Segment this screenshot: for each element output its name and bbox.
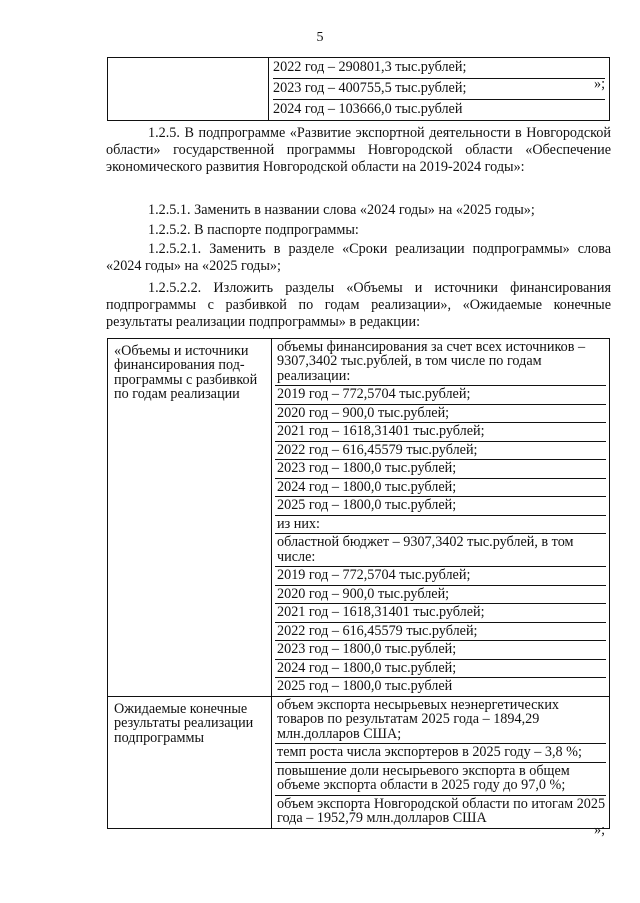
table-cell-label: «Объемы и источники финансирования под-программы с разбивкой по годам реализации xyxy=(108,339,272,697)
page-number: 5 xyxy=(316,30,324,45)
table-cell-values xyxy=(272,339,610,697)
funding-line: 2025 год – 1800,0 тыс.рублей; xyxy=(275,497,606,515)
body-text xyxy=(106,125,611,176)
funding-line: 2023 год – 400755,5 тыс.рублей; xyxy=(273,79,605,100)
funding-line: 2022 год – 616,45579 тыс.рублей; xyxy=(275,623,606,641)
quote-closer: »; xyxy=(594,822,606,838)
funding-line: 2019 год – 772,5704 тыс.рублей; xyxy=(275,386,606,404)
funding-line: 2021 год – 1618,31401 тыс.рублей; xyxy=(275,604,606,622)
paragraph-1-2-5-1: 1.2.5.1. Заменить в названии слова «2024 годы» на «2025 годы»; xyxy=(148,202,535,218)
body-text xyxy=(106,280,611,331)
table-row xyxy=(108,58,610,121)
funding-line: 2022 год – 290801,3 тыс.рублей; xyxy=(273,58,605,79)
passport-table xyxy=(107,338,610,829)
funding-line: 2023 год – 1800,0 тыс.рублей; xyxy=(275,641,606,659)
funding-line: 2024 год – 1800,0 тыс.рублей; xyxy=(275,479,606,497)
funding-line: 2020 год – 900,0 тыс.рублей; xyxy=(275,586,606,604)
funding-line: объемы финансирования за счет всех источников – 9307,3402 тыс.рублей, в том числе по годам реализации: xyxy=(275,339,606,386)
funding-line: 2021 год – 1618,31401 тыс.рублей; xyxy=(275,423,606,441)
table-cell-values xyxy=(269,58,610,121)
result-line: объем экспорта Новгородской области по итогам 2025 года – 1952,79 млн.долларов США xyxy=(277,795,606,827)
funding-line: 2024 год – 1800,0 тыс.рублей; xyxy=(275,660,606,678)
result-line: объем экспорта несырьевых неэнергетических товаров по результатам 2025 года – 1894,29 млн.долларов США; xyxy=(275,697,606,744)
funding-line: 2025 год – 1800,0 тыс.рублей xyxy=(277,678,453,695)
table-cell-label: Ожидаемые конечные результаты реализации подпрограммы xyxy=(108,696,272,828)
body-text xyxy=(106,241,611,275)
continued-table xyxy=(107,57,610,121)
funding-line: 2022 год – 616,45579 тыс.рублей; xyxy=(275,442,606,460)
table-row xyxy=(108,339,610,697)
funding-line: 2020 год – 900,0 тыс.рублей; xyxy=(275,405,606,423)
funding-line: 2023 год – 1800,0 тыс.рублей; xyxy=(275,460,606,478)
body-text xyxy=(106,222,611,239)
body-text xyxy=(106,202,611,219)
table-cell-values xyxy=(272,696,610,828)
quote-closer: »; xyxy=(594,76,606,92)
funding-line: из них: xyxy=(275,516,606,534)
paragraph-1-2-5-2: 1.2.5.2. В паспорте подпрограммы: xyxy=(148,222,359,238)
funding-line: областной бюджет – 9307,3402 тыс.рублей, в том числе: xyxy=(275,534,606,567)
result-line: повышение доли несырьевого экспорта в общем объеме экспорта области в 2025 году до 97,0 %; xyxy=(275,763,606,796)
paragraph-1-2-5: 1.2.5. В подпрограмме «Развитие экспортной деятельности в Новгородской области» государственной программы Новгородской области «Обеспечение экономического развития Новгородской области на 2019-2024 годы»: xyxy=(106,125,611,176)
result-line: темп роста числа экспортеров в 2025 году – 3,8 %; xyxy=(275,744,606,762)
paragraph-1-2-5-2-1: 1.2.5.2.1. Заменить в разделе «Сроки реализации подпрограммы» слова «2024 годы» на «2025 годы»; xyxy=(106,241,611,275)
funding-line: 2019 год – 772,5704 тыс.рублей; xyxy=(275,567,606,585)
funding-line: 2024 год – 103666,0 тыс.рублей xyxy=(273,101,463,118)
paragraph-1-2-5-2-2: 1.2.5.2.2. Изложить разделы «Объемы и источники финансирования подпрограммы с разбивкой по годам реализации», «Ожидаемые конечные результаты реализации подпрограммы» в редакции: xyxy=(106,280,611,331)
table-cell-empty xyxy=(108,58,269,121)
table-row xyxy=(108,696,610,828)
